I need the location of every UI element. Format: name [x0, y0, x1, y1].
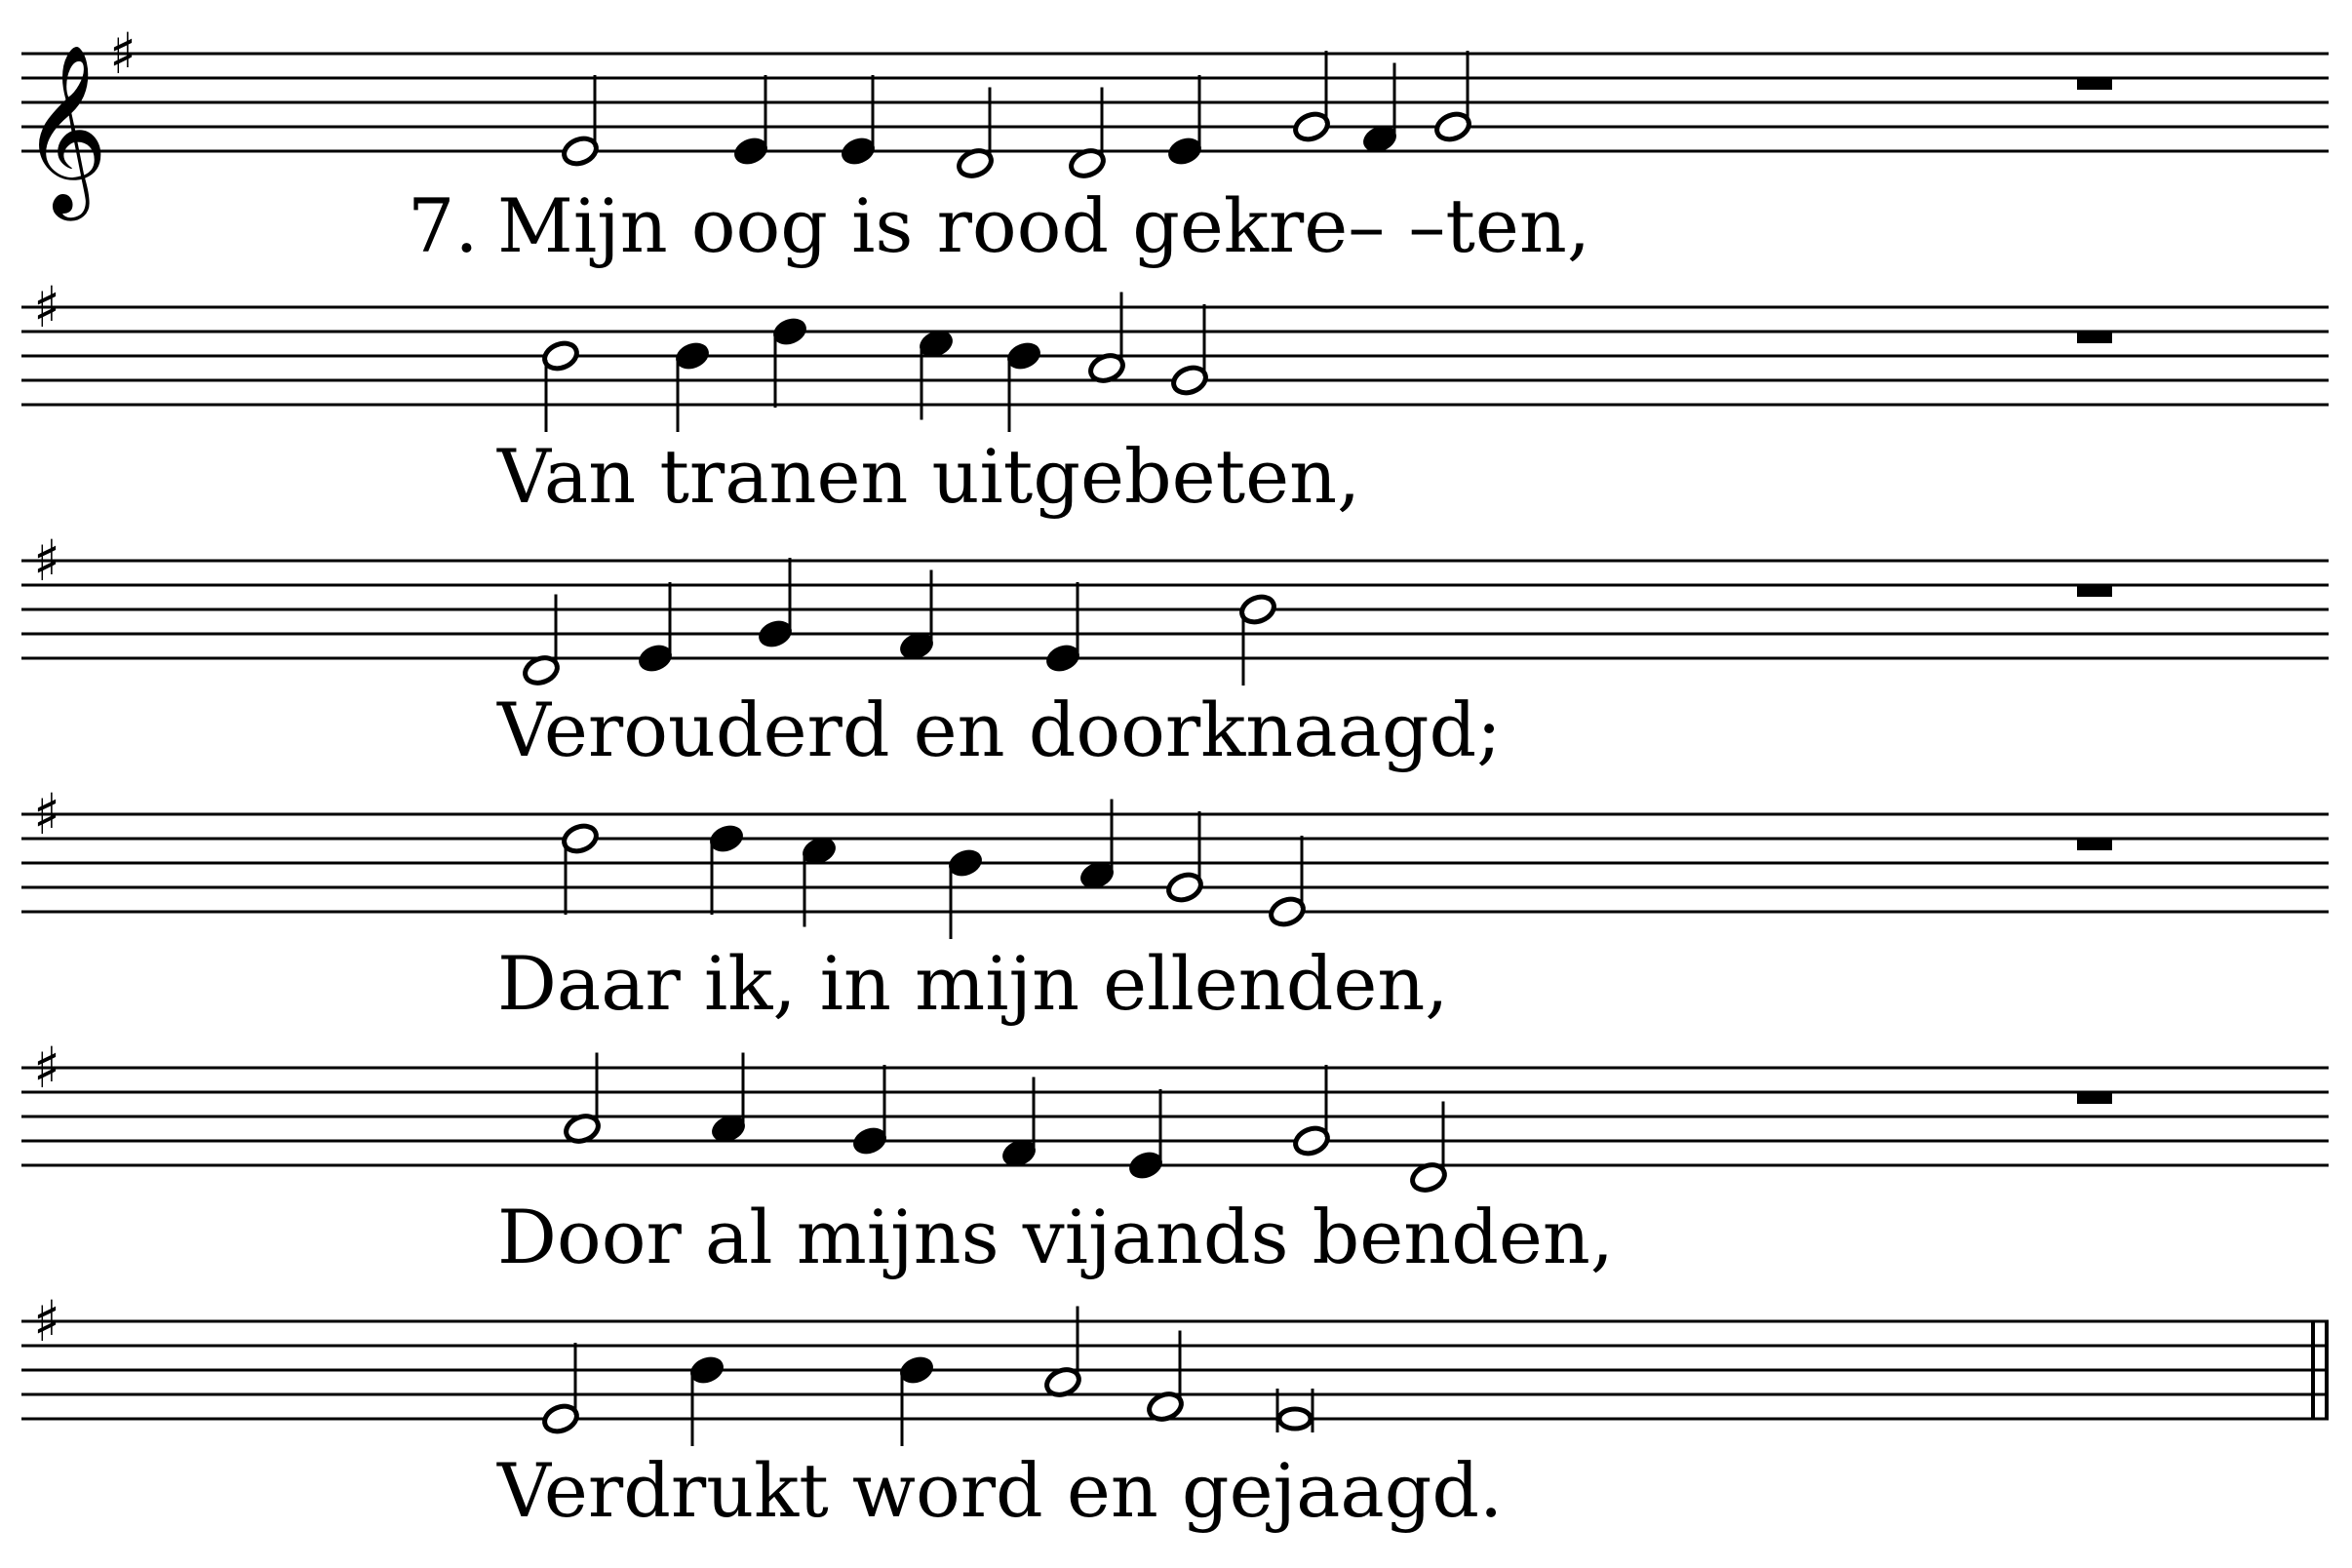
note [731, 75, 771, 168]
note [770, 315, 810, 408]
note [897, 1353, 937, 1446]
note [1433, 51, 1473, 143]
lyric-line: Van tranen uitgebeten, [497, 433, 1361, 520]
note [1165, 75, 1205, 168]
lyric-line: Verouderd en doorknaagd; [497, 686, 1502, 773]
rest-icon [2077, 1092, 2112, 1104]
rest-icon [2077, 839, 2112, 850]
note [1292, 1065, 1332, 1157]
note [850, 1065, 890, 1157]
rest-icon [2077, 78, 2112, 90]
lyric-line: Verdrukt word en gejaagd. [497, 1447, 1504, 1534]
sharp-icon: ♯ [33, 1035, 61, 1101]
note [1043, 582, 1083, 675]
staff-system [21, 1035, 2329, 1280]
note [636, 582, 676, 675]
treble-clef-icon: 𝄞 [21, 44, 108, 214]
note [707, 822, 747, 915]
staff-system [21, 274, 2329, 520]
staff-systems [21, 20, 2329, 1534]
note [946, 846, 986, 939]
note [1170, 304, 1210, 397]
note [561, 75, 601, 168]
lyric-line: Door al mijns vijands benden, [497, 1194, 1614, 1280]
note-head [1279, 1409, 1311, 1429]
note [1238, 593, 1278, 686]
sharp-icon: ♯ [33, 781, 61, 847]
sharp-icon: ♯ [109, 20, 137, 87]
staff-system [21, 20, 2329, 269]
note [1268, 836, 1308, 928]
lyric-line: Mijn oog is rood gekre– –ten, [497, 182, 1590, 269]
note [541, 339, 581, 432]
staff-system [21, 781, 2329, 1027]
lyric-line: Daar ik, in mijn ellenden, [497, 940, 1449, 1027]
sharp-icon: ♯ [33, 528, 61, 594]
note [1292, 51, 1332, 143]
sharp-icon: ♯ [33, 1288, 61, 1354]
note [1004, 339, 1044, 432]
note [1165, 811, 1205, 904]
rest-icon [2077, 332, 2112, 343]
staff-system [21, 528, 2329, 773]
note [561, 822, 601, 915]
note [673, 339, 713, 432]
verse-number: 7. [408, 182, 479, 269]
staff-system [21, 1288, 2329, 1534]
note [839, 75, 879, 168]
note [1126, 1089, 1166, 1182]
note [756, 558, 796, 650]
sharp-icon: ♯ [33, 274, 61, 340]
rest-icon [2077, 585, 2112, 597]
note [541, 1343, 581, 1435]
note [687, 1353, 727, 1446]
